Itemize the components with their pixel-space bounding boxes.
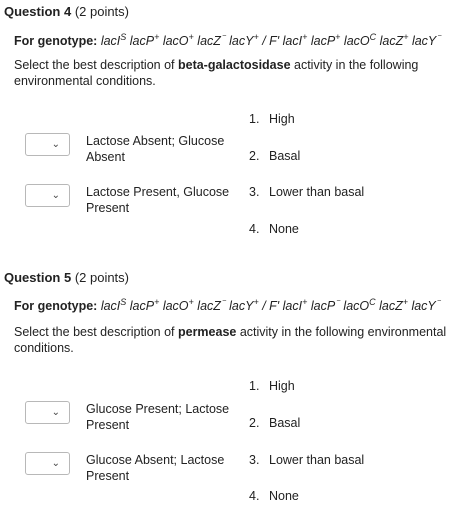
allele-superscript: + [403,32,409,42]
allele-superscript: + [335,32,341,42]
allele-superscript: + [188,297,194,307]
option-label: Lower than basal [269,185,365,199]
gene-symbol: lacZ+ [376,32,409,49]
gene-symbol: lacZ+ [375,297,408,314]
gene-symbol: lacO$^C$ [339,297,376,314]
gene-symbol: lacP+ [307,32,341,49]
option-label: High [269,379,295,393]
q5-option-1 [249,379,295,393]
question-5-title: Question 5 [4,270,72,285]
option-number: 3. [249,453,260,467]
option-number: 3. [249,185,260,199]
allele-superscript: ⁻ [220,297,226,307]
gene-symbol: lacI$^S$ [100,297,127,314]
q5-answer-select-1[interactable] [25,401,70,424]
gene-symbol: lacO$^C$ [340,32,377,49]
chevron-down-icon: ⌄ [51,139,60,150]
allele-superscript: + [154,32,160,42]
allele-superscript: + [154,297,160,307]
allele-superscript: + [253,32,259,42]
q4-stem-2: Lactose Present, Glucose Present [86,185,230,215]
q5-option-2 [249,416,300,430]
genotype-formula [101,299,441,313]
question-5-header [4,270,129,285]
q5-answer-select-2[interactable] [25,452,70,475]
gene-symbol: lacP+ [126,297,160,314]
genotype-formula [101,34,441,48]
prompt-text: Select the best description of [14,58,178,72]
genotype-label: For genotype: [14,299,98,314]
question-4-points: (2 points) [74,4,130,19]
allele-superscript: S [120,32,127,42]
option-number: 4. [249,489,260,503]
allele-superscript: C [369,32,377,42]
gene-symbol: lacZ⁻ [193,32,226,49]
prompt-emphasis: permease [177,325,237,339]
q5-stem-2: Glucose Absent; Lactose Present [86,453,225,483]
gene-symbol: lacY+ [225,297,259,314]
option-label: None [269,489,299,503]
option-number: 2. [249,416,260,430]
question-5-genotype [14,297,441,313]
question-5-prompt [14,324,464,356]
allele-superscript: + [402,297,408,307]
option-number: 1. [249,112,260,126]
q5-option-4 [249,489,299,503]
option-label: Basal [269,416,301,430]
option-number: 2. [249,149,260,163]
option-number: 4. [249,222,260,236]
option-label: None [269,222,299,236]
q4-option-4 [249,222,299,236]
prompt-text: Select the best description of [14,325,178,339]
q5-option-3 [249,453,364,467]
allele-superscript: S [120,297,127,307]
question-4-prompt [14,57,464,89]
genotype-label: For genotype: [14,34,98,49]
prompt-text: activity in the following environmental conditions. [14,58,419,88]
gene-symbol: lacY+ [225,32,259,49]
q4-answer-select-2[interactable] [25,184,70,207]
gene-symbol: / F' lacI+ [258,297,308,314]
chevron-down-icon: ⌄ [51,458,60,469]
gene-symbol: lacP+ [126,32,160,49]
q4-option-1 [249,112,295,126]
question-4-title: Question 4 [4,4,72,19]
allele-superscript: ⁻ [335,297,340,307]
q5-stem-1: Glucose Present; Lactose Present [86,402,230,432]
gene-symbol: / F' lacI+ [258,32,308,49]
gene-symbol: lacY⁻ [407,297,441,314]
option-label: High [269,112,295,126]
gene-symbol: lacO+ [159,297,194,314]
prompt-emphasis: beta-galactosidase [177,58,291,72]
question-4-genotype [14,32,441,48]
q4-answer-select-1[interactable] [25,133,70,156]
option-label: Lower than basal [269,453,365,467]
allele-superscript: C [369,297,376,307]
option-label: Basal [269,149,301,163]
gene-symbol: lacO+ [159,32,194,49]
q4-stem-1: Lactose Absent; Glucose Absent [86,134,225,164]
gene-symbol: lacY⁻ [408,32,442,49]
question-4-header [4,4,129,19]
allele-superscript: ⁻ [220,32,226,42]
q4-option-3 [249,185,364,199]
question-5-points: (2 points) [74,270,130,285]
gene-symbol: lacI$^S$ [100,32,127,49]
allele-superscript: + [188,32,194,42]
allele-superscript: + [302,297,308,307]
option-number: 1. [249,379,260,393]
gene-symbol: lacP⁻ [307,297,340,314]
chevron-down-icon: ⌄ [51,190,60,201]
allele-superscript: ⁻ [436,32,442,42]
gene-symbol: lacZ⁻ [193,297,226,314]
allele-superscript: + [253,297,259,307]
chevron-down-icon: ⌄ [51,407,60,418]
q4-option-2 [249,149,300,163]
allele-superscript: + [302,32,308,42]
allele-superscript: ⁻ [435,297,441,307]
prompt-text: activity in the following environmental conditions. [14,325,447,355]
